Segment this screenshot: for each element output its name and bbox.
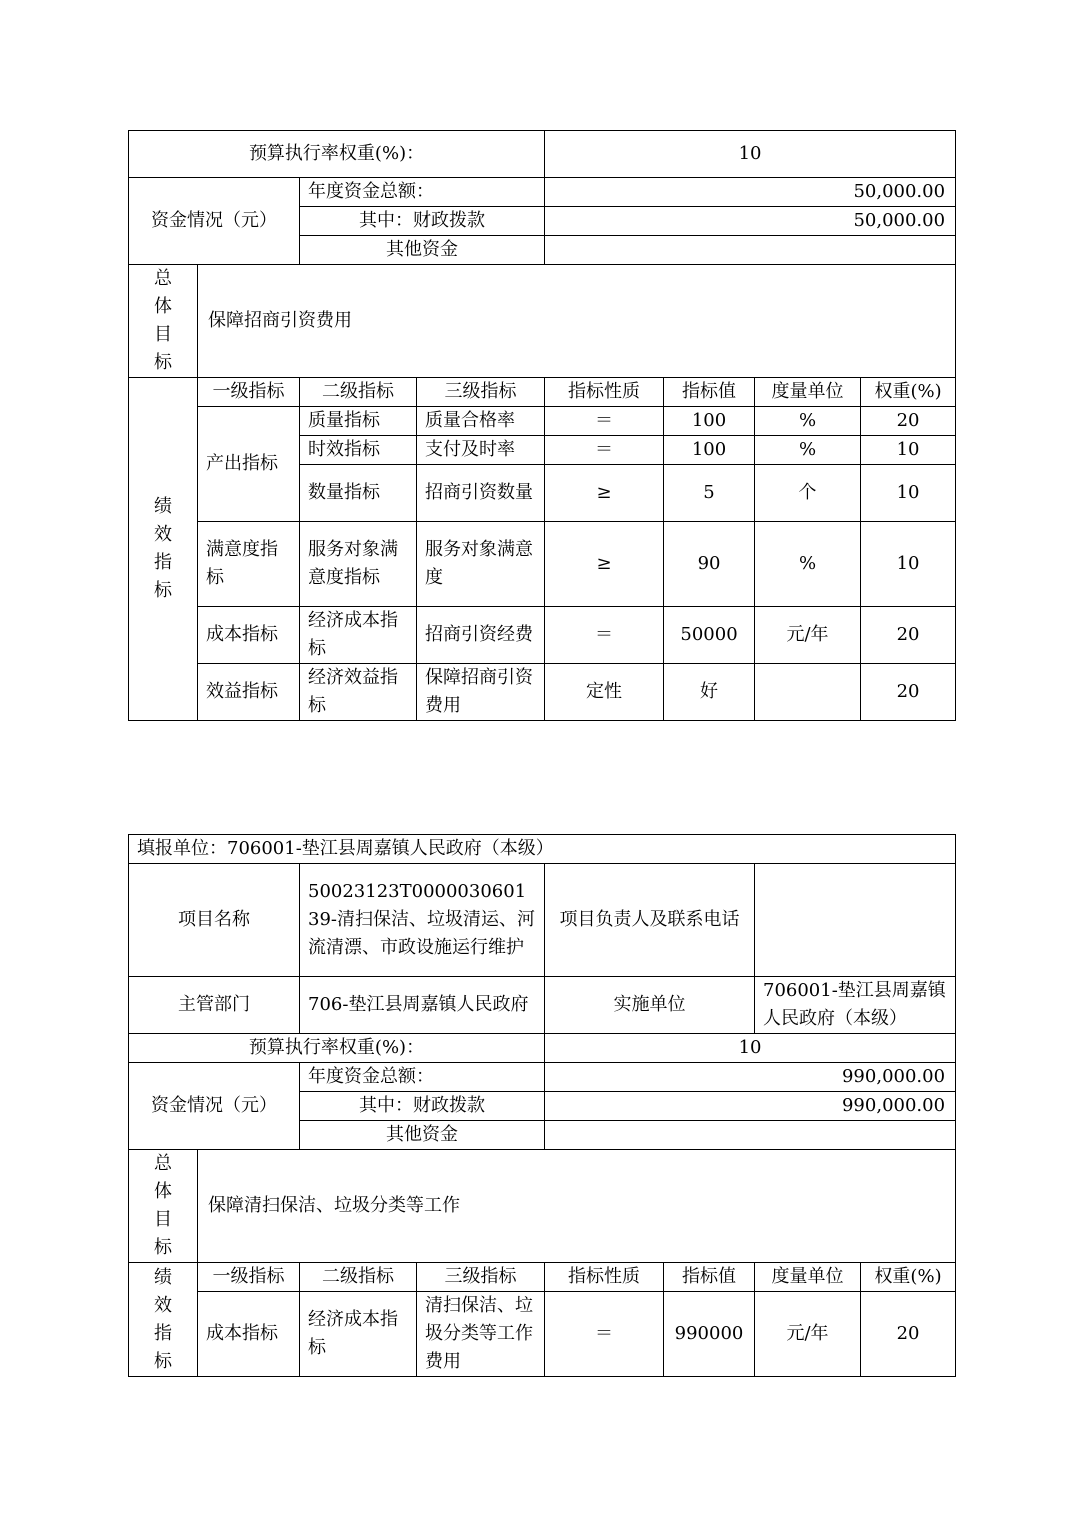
reporting-unit: 填报单位：706001-垫江县周嘉镇人民政府（本级） xyxy=(129,835,956,864)
table-cell-weight: 10 xyxy=(861,436,956,465)
table-cell-unit: % xyxy=(755,436,861,465)
fiscal-value: 50,000.00 xyxy=(545,207,956,236)
table-cell-l1: 满意度指标 xyxy=(198,522,300,607)
table-cell-unit: % xyxy=(755,522,861,607)
header-value: 指标值 xyxy=(664,378,755,407)
goal-label: 总体目标 xyxy=(129,265,198,378)
header-weight: 权重(%) xyxy=(861,1263,956,1292)
table-cell-value: 100 xyxy=(664,436,755,465)
header-nature: 指标性质 xyxy=(545,1263,664,1292)
project-name-label: 项目名称 xyxy=(129,864,300,977)
table-cell-value: 5 xyxy=(664,465,755,522)
perf-label: 绩效指标 xyxy=(129,378,198,721)
table-cell-nature: 定性 xyxy=(545,664,664,721)
header-l2: 二级指标 xyxy=(300,1263,417,1292)
table-cell-unit: % xyxy=(755,407,861,436)
table-cell-nature: ≥ xyxy=(545,465,664,522)
budget-rate-value: 10 xyxy=(545,131,956,178)
table-cell-unit: 个 xyxy=(755,465,861,522)
header-nature: 指标性质 xyxy=(545,378,664,407)
other-funds-label: 其他资金 xyxy=(300,236,545,265)
dept-value: 706-垫江县周嘉镇人民政府 xyxy=(300,977,545,1034)
budget-rate-label: 预算执行率权重(%)： xyxy=(129,131,545,178)
table-cell-l1: 效益指标 xyxy=(198,664,300,721)
other-funds-value xyxy=(545,1121,956,1150)
table-cell-unit: 元/年 xyxy=(755,1292,861,1377)
table-cell-weight: 20 xyxy=(861,1292,956,1377)
other-funds-value xyxy=(545,236,956,265)
header-l1: 一级指标 xyxy=(198,378,300,407)
table-cell-nature: ≥ xyxy=(545,522,664,607)
table-cell-unit xyxy=(755,664,861,721)
dept-label: 主管部门 xyxy=(129,977,300,1034)
table-cell-nature: ＝ xyxy=(545,607,664,664)
table-cell-l3: 招商引资数量 xyxy=(417,465,545,522)
goal-label: 总体目标 xyxy=(129,1150,198,1263)
table-cell-l2: 经济成本指标 xyxy=(300,607,417,664)
table-cell-value: 好 xyxy=(664,664,755,721)
annual-total-value: 990,000.00 xyxy=(545,1063,956,1092)
project-name-value: 50023123T000003060139-清扫保洁、垃圾清运、河流清漂、市政设施运行维护 xyxy=(300,864,545,977)
table-cell-value: 990000 xyxy=(664,1292,755,1377)
impl-label: 实施单位 xyxy=(545,977,755,1034)
budget-rate-label: 预算执行率权重(%)： xyxy=(129,1034,545,1063)
other-funds-label: 其他资金 xyxy=(300,1121,545,1150)
table-cell-weight: 20 xyxy=(861,407,956,436)
header-weight: 权重(%) xyxy=(861,378,956,407)
header-unit: 度量单位 xyxy=(755,1263,861,1292)
goal-text: 保障清扫保洁、垃圾分类等工作 xyxy=(198,1150,956,1263)
table-cell-nature: ＝ xyxy=(545,436,664,465)
table-cell-l1: 成本指标 xyxy=(198,1292,300,1377)
header-value: 指标值 xyxy=(664,1263,755,1292)
table-cell-weight: 10 xyxy=(861,465,956,522)
header-l3: 三级指标 xyxy=(417,378,545,407)
table-cell-weight: 20 xyxy=(861,607,956,664)
table-cell-l3: 质量合格率 xyxy=(417,407,545,436)
table-cell-value: 50000 xyxy=(664,607,755,664)
performance-table-2 xyxy=(128,834,956,1377)
annual-total-value: 50,000.00 xyxy=(545,178,956,207)
table-cell-l3: 支付及时率 xyxy=(417,436,545,465)
goal-text: 保障招商引资费用 xyxy=(198,265,956,378)
table-cell-l2: 质量指标 xyxy=(300,407,417,436)
table-cell-l3: 保障招商引资费用 xyxy=(417,664,545,721)
table-cell-l3: 招商引资经费 xyxy=(417,607,545,664)
header-unit: 度量单位 xyxy=(755,378,861,407)
annual-total-label: 年度资金总额： xyxy=(300,1063,545,1092)
table-cell-l3: 服务对象满意度 xyxy=(417,522,545,607)
table-cell-l1: 成本指标 xyxy=(198,607,300,664)
table-cell-weight: 20 xyxy=(861,664,956,721)
table-cell-unit: 元/年 xyxy=(755,607,861,664)
table-cell-weight: 10 xyxy=(861,522,956,607)
budget-rate-value: 10 xyxy=(545,1034,956,1063)
table-cell-l2: 服务对象满意度指标 xyxy=(300,522,417,607)
fiscal-label: 其中：财政拨款 xyxy=(300,207,545,236)
table-cell-l2: 时效指标 xyxy=(300,436,417,465)
funds-label: 资金情况（元） xyxy=(129,178,300,265)
funds-label: 资金情况（元） xyxy=(129,1063,300,1150)
performance-table-1 xyxy=(128,130,956,721)
header-l2: 二级指标 xyxy=(300,378,417,407)
impl-value: 706001-垫江县周嘉镇人民政府（本级） xyxy=(755,977,956,1034)
contact-label: 项目负责人及联系电话 xyxy=(545,864,755,977)
perf-label: 绩效指标 xyxy=(129,1263,198,1377)
header-l1: 一级指标 xyxy=(198,1263,300,1292)
table-cell-l2: 数量指标 xyxy=(300,465,417,522)
fiscal-label: 其中：财政拨款 xyxy=(300,1092,545,1121)
table-cell-value: 90 xyxy=(664,522,755,607)
table-cell-l1: 产出指标 xyxy=(198,407,300,522)
table-cell-l3: 清扫保洁、垃圾分类等工作费用 xyxy=(417,1292,545,1377)
contact-value xyxy=(755,864,956,977)
header-l3: 三级指标 xyxy=(417,1263,545,1292)
table-cell-l2: 经济成本指标 xyxy=(300,1292,417,1377)
table-cell-l2: 经济效益指标 xyxy=(300,664,417,721)
annual-total-label: 年度资金总额： xyxy=(300,178,545,207)
table-cell-value: 100 xyxy=(664,407,755,436)
table-cell-nature: ＝ xyxy=(545,1292,664,1377)
fiscal-value: 990,000.00 xyxy=(545,1092,956,1121)
table-cell-nature: ＝ xyxy=(545,407,664,436)
